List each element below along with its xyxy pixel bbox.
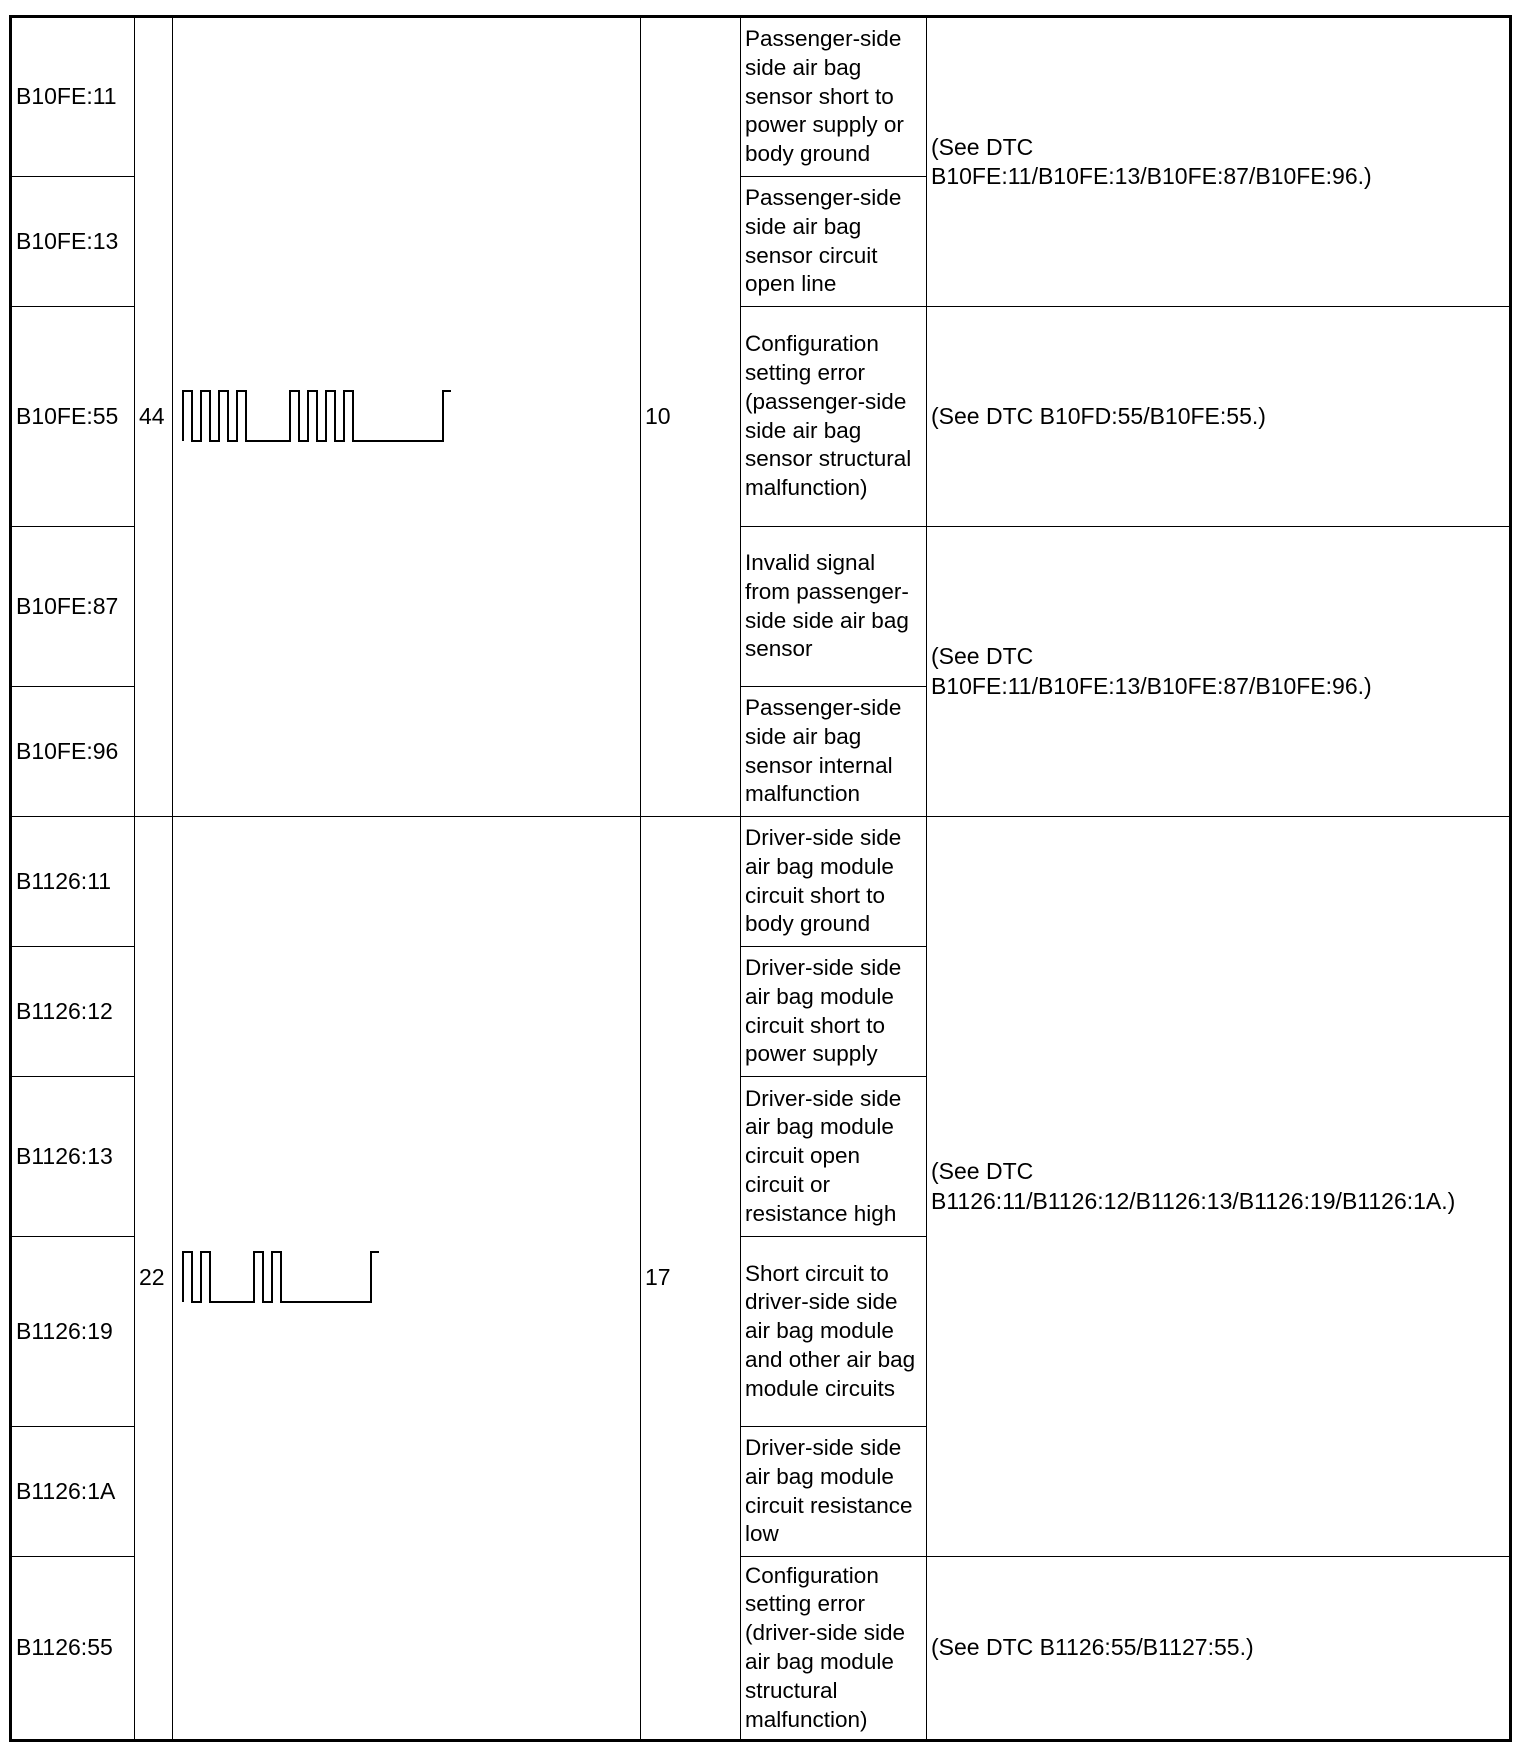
action-line: B10FE:11/B10FE:13/B10FE:87/B10FE:96.) <box>931 672 1372 699</box>
dtc-table <box>9 15 1512 1742</box>
dtc-code: B10FE:11 <box>11 17 135 177</box>
flash-pattern-line <box>183 1252 379 1302</box>
dtc-code: B10FE:87 <box>11 527 135 687</box>
blink-count: 22 <box>135 817 173 1741</box>
dtc-code: B10FE:96 <box>11 687 135 817</box>
flash-pattern-waveform <box>177 377 641 457</box>
dtc-code: B1126:11 <box>11 817 135 947</box>
flash-pattern <box>173 817 641 1741</box>
action-reference <box>927 17 1511 307</box>
action-line: (See DTC <box>931 643 1034 670</box>
dtc-condition: Passenger-side side air bag sensor short to power supply or body ground <box>741 17 927 177</box>
dtc-code: B10FE:55 <box>11 307 135 527</box>
action-line: B10FE:11/B10FE:13/B10FE:87/B10FE:96.) <box>931 163 1372 189</box>
item-number: 17 <box>641 817 741 1741</box>
action-reference <box>927 307 1511 527</box>
table-row <box>11 17 1511 177</box>
dtc-code: B1126:13 <box>11 1077 135 1237</box>
action-reference <box>927 1557 1511 1741</box>
table-row <box>11 817 1511 947</box>
action-line: B1126:11/B1126:12/B1126:13/B1126:19/B1126:1A.) <box>931 1187 1456 1214</box>
dtc-code: B1126:55 <box>11 1557 135 1741</box>
action-line: (See DTC <box>931 1158 1034 1185</box>
dtc-code: B1126:12 <box>11 947 135 1077</box>
dtc-condition: Driver-side side air bag module circuit short to power supply <box>741 947 927 1077</box>
dtc-code: B10FE:13 <box>11 177 135 307</box>
dtc-condition: Configuration setting error (driver-side side air bag module structural malfunction) <box>741 1557 927 1741</box>
flash-pattern <box>173 17 641 817</box>
dtc-condition: Driver-side side air bag module circuit resistance low <box>741 1427 927 1557</box>
dtc-condition: Short circuit to driver-side side air bag module and other air bag module circuits <box>741 1237 927 1427</box>
action-line: (See DTC <box>931 133 1034 160</box>
action-line: (See DTC B10FD:55/B10FE:55.) <box>931 402 1266 429</box>
dtc-condition: Configuration setting error (passenger-side side air bag sensor structural malfunction) <box>741 307 927 527</box>
action-line: (See DTC B1126:55/B1127:55.) <box>931 1634 1254 1661</box>
dtc-condition: Driver-side side air bag module circuit short to body ground <box>741 817 927 947</box>
dtc-code: B1126:1A <box>11 1427 135 1557</box>
flash-pattern-waveform <box>177 1238 641 1318</box>
dtc-condition: Passenger-side side air bag sensor circuit open line <box>741 177 927 307</box>
dtc-condition: Driver-side side air bag module circuit open circuit or resistance high <box>741 1077 927 1237</box>
action-reference <box>927 817 1511 1557</box>
dtc-condition: Invalid signal from passenger-side side air bag sensor <box>741 527 927 687</box>
flash-pattern-line <box>183 391 451 441</box>
action-reference <box>927 527 1511 817</box>
dtc-condition: Passenger-side side air bag sensor internal malfunction <box>741 687 927 817</box>
blink-count: 44 <box>135 17 173 817</box>
dtc-code: B1126:19 <box>11 1237 135 1427</box>
item-number: 10 <box>641 17 741 817</box>
